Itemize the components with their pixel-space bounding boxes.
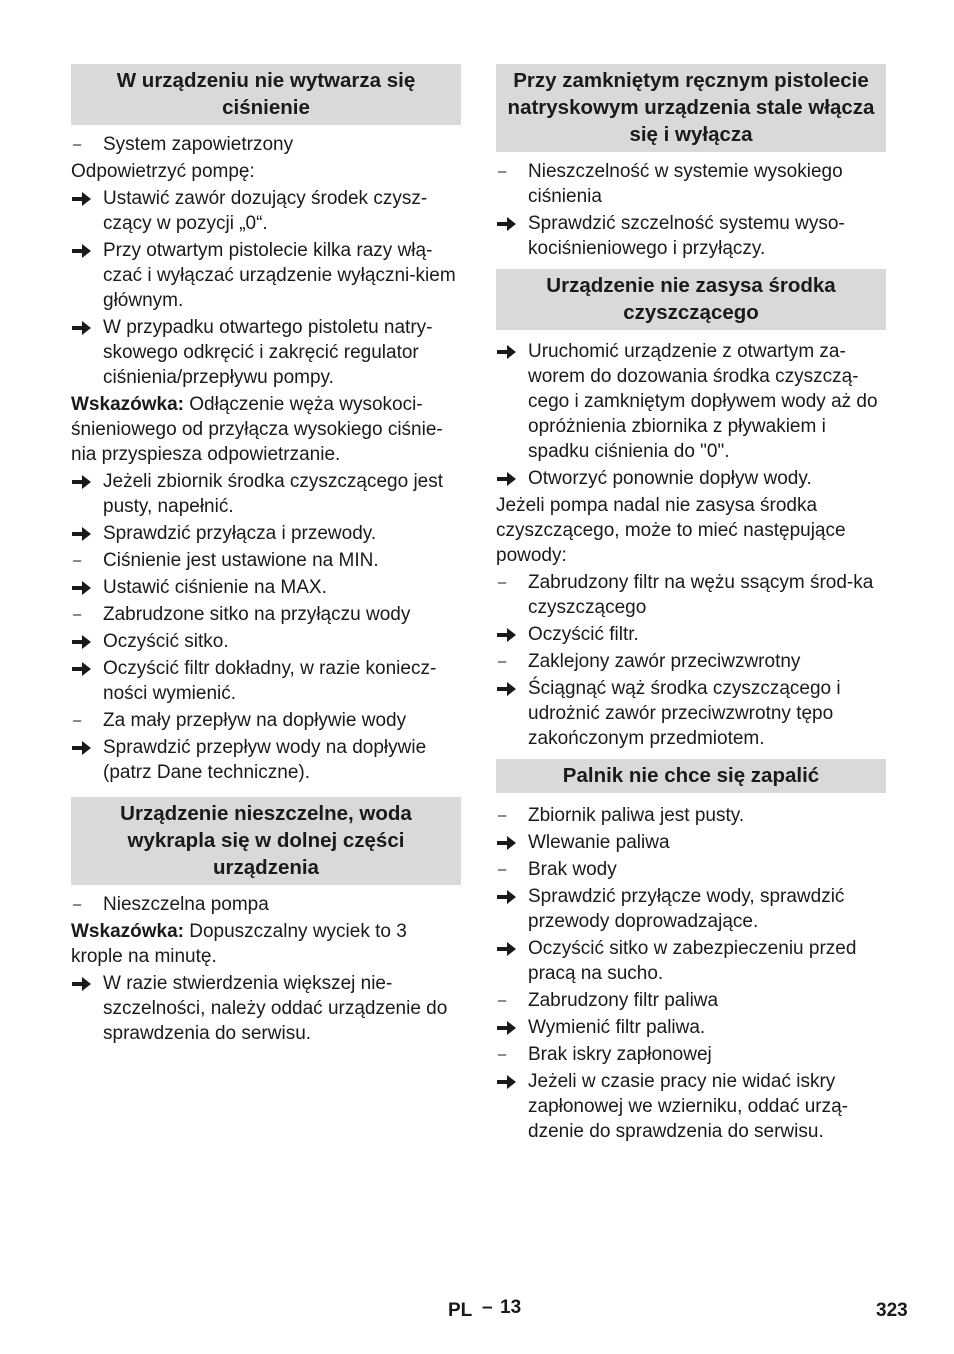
list-item-text: Ciśnienie jest ustawione na MIN. [103,550,379,571]
list-item-dash [71,132,461,157]
list-item-text: Zaklejony zawór przeciwzwrotny [528,651,801,672]
list-item-text: Otworzyć ponownie dopływ wody. [528,468,812,489]
list-item-arrow [71,971,461,1046]
list-item-arrow [71,315,461,390]
dash-marker: – [498,163,507,180]
note-paragraph [71,392,461,467]
list-item-dash [496,1042,886,1067]
section-heading-no-pressure: W urządzeniu nie wytwarza się ciśnienie [71,64,461,125]
dash-marker: – [498,574,507,591]
list-item-dash [496,988,886,1013]
list-item-text: Sprawdzić przepływ wody na dopływie (patrz Dane techniczne). [103,737,427,783]
list-item-text: Wymienić filtr paliwa. [528,1017,706,1038]
right-column [496,64,886,1146]
list-item-dash [496,159,886,209]
section-heading-cycling: Przy zamkniętym ręcznym pistolecie natryskowym urządzenia stale włącza się i wyłącza [496,64,886,152]
note-text: Dopuszczalny wyciek to 3 krople na minutę. [71,921,407,967]
dash-marker: – [73,136,82,153]
list-item-text: Za mały przepływ na dopływie wody [103,710,407,731]
list-item-text: Zbiornik paliwa jest pusty. [528,805,745,826]
list-item-arrow [71,521,461,546]
list-item-text: Oczyścić sitko w zabezpieczeniu przed pracą na sucho. [528,938,857,984]
list-item-arrow [496,466,886,491]
paragraph: Odpowietrzyć pompę: [71,161,255,182]
list-item-arrow [71,469,461,519]
list-item-arrow [71,629,461,654]
list-item-text: Ściągnąć wąż środka czyszczącego i udrożnić zawór przeciwzwrotny tępo zakończonym przedmiotem. [528,678,841,749]
section-heading-burner: Palnik nie chce się zapalić [496,759,886,793]
section-heading-no-suction: Urządzenie nie zasysa środka czyszczącego [496,269,886,330]
list-item-text: Sprawdzić przyłącza i przewody. [103,523,377,544]
list-item-text: W przypadku otwartego pistoletu natry-skowego odkręcić i zakręcić regulator ciśnienia/przepływu pompy. [103,317,433,388]
list-item-arrow [71,575,461,600]
list-item-text: Oczyścić sitko. [103,631,229,652]
list-item-text: System zapowietrzony [103,134,294,155]
list-item-text: Ustawić ciśnienie na MAX. [103,577,327,598]
list-item-arrow [496,1069,886,1144]
list-item-text: Brak wody [528,859,617,880]
list-item-arrow [496,622,886,647]
list-item-arrow [71,735,461,785]
list-item-text: Oczyścić filtr dokładny, w razie koniecz-ności wymienić. [103,658,437,704]
list-item-text: Ustawić zawór dozujący środek czysz-czący w pozycji „0“. [103,188,428,234]
language-code: PL [448,1300,473,1321]
dash-marker: – [498,992,507,1009]
dash-marker: – [498,1046,507,1063]
dash-marker: – [73,606,82,623]
list-item-arrow [71,238,461,313]
list-item-dash [496,803,886,828]
list-item-dash [496,570,886,620]
list-item-dash [71,892,461,917]
list-item-dash [71,602,461,627]
list-item-text: Uruchomić urządzenie z otwartym za-worem do dozowania środka czyszczą-cego i zamkniętym dopływem wody aż do opróżnienia zbiornika z pływakiem i spadku ciśnienia do "0". [528,341,878,462]
list-item-dash [71,548,461,573]
note-text: Odłączenie węża wysokoci-śnieniowego od przyłącza wysokiego ciśnie-nia przyspiesza odpowietrzanie. [71,394,443,465]
list-item-text: Brak iskry zapłonowej [528,1044,712,1065]
list-item-text: Nieszczelna pompa [103,894,269,915]
list-item-text: Zabrudzony filtr na wężu ssącym środ-ka czyszczącego [528,572,874,618]
section-heading-leaking: Urządzenie nieszczelne, woda wykrapla się w dolnej części urządzenia [71,797,461,885]
list-item-arrow [496,936,886,986]
list-item-dash [496,857,886,882]
list-item-text: Oczyścić filtr. [528,624,639,645]
list-item-dash [496,649,886,674]
note-label: Wskazówka: [71,394,184,415]
list-item-text: Przy otwartym pistolecie kilka razy włą-czać i wyłączać urządzenie wyłączni-kiem głównym. [103,240,456,311]
left-column [71,64,461,1048]
dash-marker: – [73,896,82,913]
dash-marker: – [498,861,507,878]
page-number: 323 [876,1300,908,1321]
list-item-dash [71,708,461,733]
list-item-text: Sprawdzić szczelność systemu wyso-kociśnieniowego i przyłączy. [528,213,845,259]
list-item-text: Zabrudzony filtr paliwa [528,990,719,1011]
list-item-text: Sprawdzić przyłącze wody, sprawdzić przewody doprowadzające. [528,886,845,932]
dash-marker: – [73,552,82,569]
page-footer [0,1297,954,1327]
dash-marker: – [498,653,507,670]
spacer [71,787,461,797]
list-item-text: Zabrudzone sitko na przyłączu wody [103,604,411,625]
dash-marker: – [73,712,82,729]
list-item-text: Nieszczelność w systemie wysokiego ciśnienia [528,161,843,207]
note-paragraph [71,919,461,969]
list-item-arrow [496,676,886,751]
list-item-arrow [71,656,461,706]
list-item-text: Jeżeli w czasie pracy nie widać iskry zapłonowej we wzierniku, oddać urzą-dzenie do sprawdzenia do serwisu. [528,1071,848,1142]
dash-marker: – [498,807,507,824]
note-label: Wskazówka: [71,921,184,942]
list-item-arrow [71,186,461,236]
list-item-text: Wlewanie paliwa [528,832,670,853]
list-item-text: W razie stwierdzenia większej nie-szczelności, należy oddać urządzenie do sprawdzenia do serwisu. [103,973,448,1044]
list-item-arrow [496,339,886,464]
section-page-number: 13 [500,1297,522,1318]
footer-separator: – [482,1297,493,1318]
list-item-arrow [496,884,886,934]
list-item-text: Jeżeli zbiornik środka czyszczącego jest pusty, napełnić. [103,471,444,517]
paragraph: Jeżeli pompa nadal nie zasysa środka czyszczącego, może to mieć następujące powody: [496,495,846,566]
list-item-arrow [496,1015,886,1040]
list-item-arrow [496,830,886,855]
list-item-arrow [496,211,886,261]
